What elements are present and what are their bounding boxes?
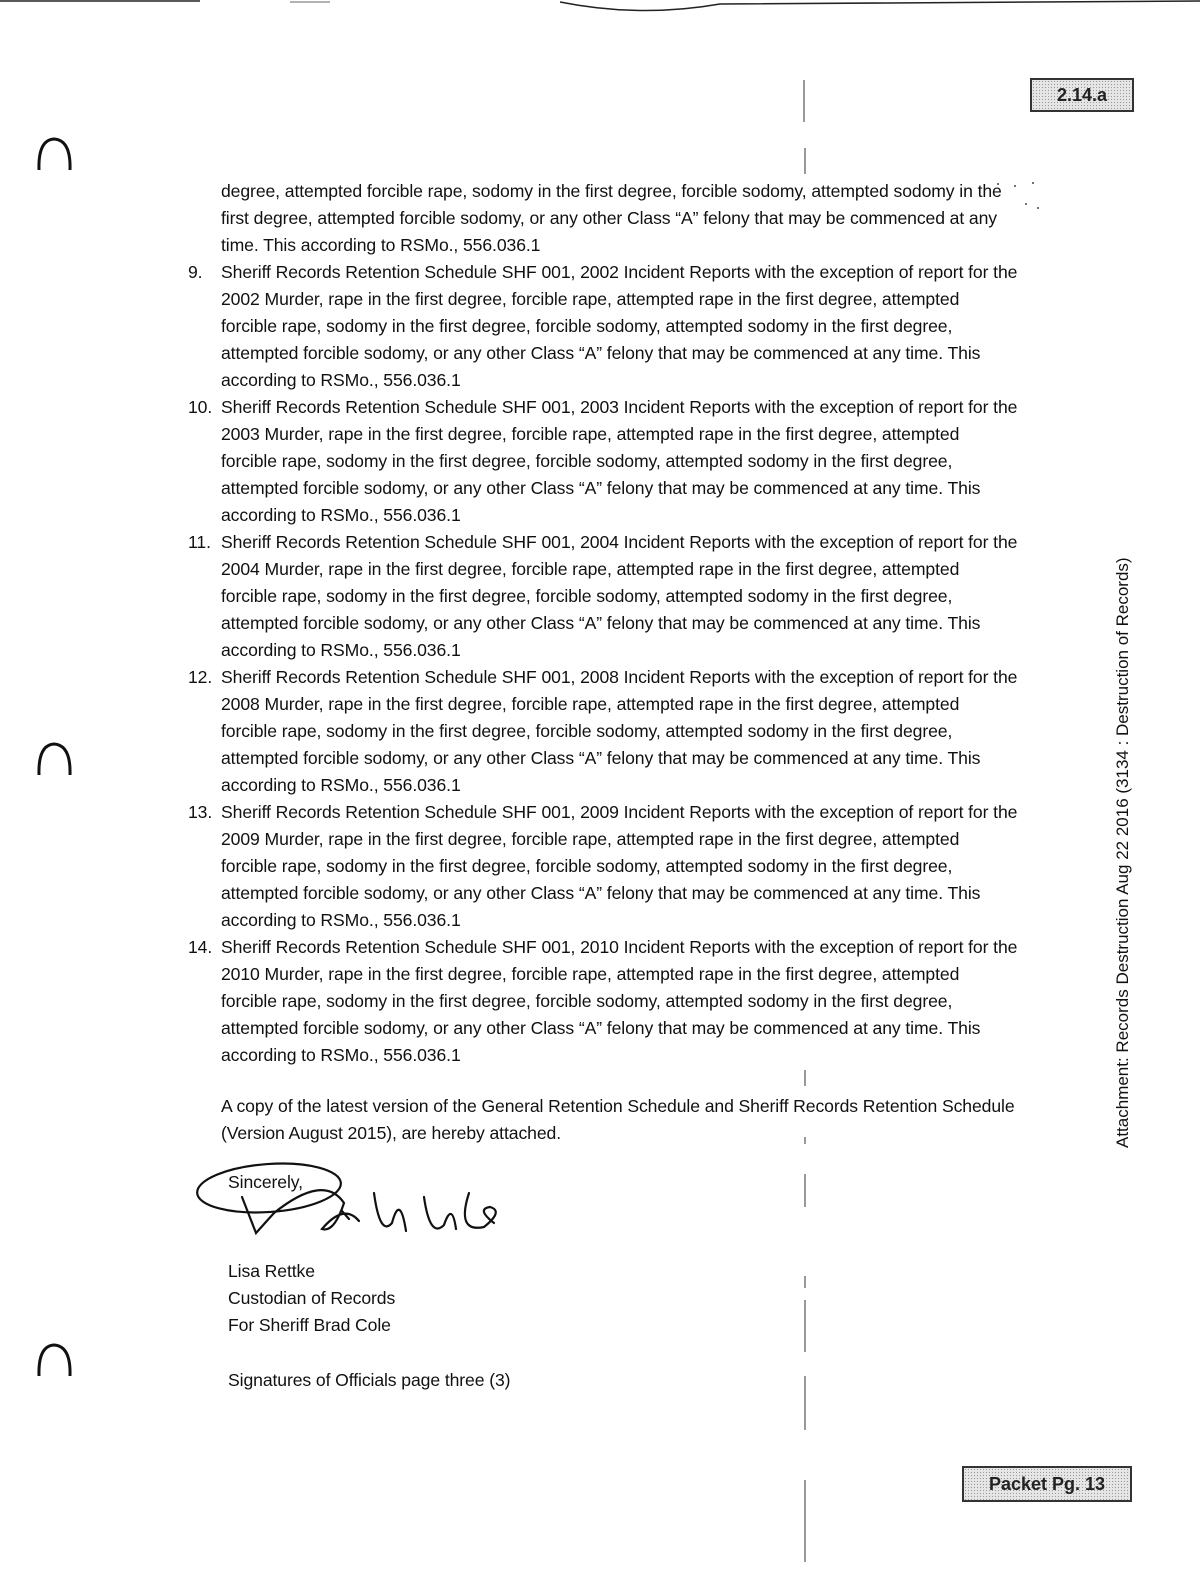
closing-paragraph: A copy of the latest version of the General Retention Schedule and Sheriff Records Retention Schedule (Version August 2015), are hereby attached.: [221, 1096, 1015, 1143]
signer-for: For Sheriff Brad Cole: [228, 1315, 391, 1335]
list-item-number: 14.: [188, 937, 213, 957]
list-item-number: 9.: [188, 262, 203, 282]
list-item: [188, 664, 1018, 799]
list-item-text: Sheriff Records Retention Schedule SHF 001, 2010 Incident Reports with the exception of report for the 2010 Murder, rape in the first degree, forcible rape, attempted rape in the first degree, attempted forcible rape, sodomy in the first degree, forcible sodomy, attempted sodomy in the first degree, attempted forcible sodomy, or any other Class “A” felony that may be commenced at any time. This according to RSMo., 556.036.1: [221, 937, 1018, 1065]
handwritten-signature: [194, 1153, 534, 1263]
punch-hole-icon: [34, 134, 74, 174]
list-item-number: 10.: [188, 397, 213, 417]
list-item-number: 12.: [188, 667, 213, 687]
packet-page-badge: Packet Pg. 13: [962, 1466, 1132, 1502]
list-item: [188, 259, 1018, 394]
punch-hole-icon: [34, 1340, 74, 1380]
list-item-text: Sheriff Records Retention Schedule SHF 001, 2008 Incident Reports with the exception of report for the 2008 Murder, rape in the first degree, forcible rape, attempted rape in the first degree, attempted forcible rape, sodomy in the first degree, forcible sodomy, attempted sodomy in the first degree, attempted forcible sodomy, or any other Class “A” felony that may be commenced at any time. This according to RSMo., 556.036.1: [221, 667, 1018, 795]
salutation: Sincerely,: [228, 1172, 303, 1192]
letter-body: [188, 178, 1018, 1394]
item-number-badge: 2.14.a: [1030, 78, 1134, 112]
top-scan-edge: [0, 0, 1200, 14]
list-item-text: Sheriff Records Retention Schedule SHF 001, 2009 Incident Reports with the exception of report for the 2009 Murder, rape in the first degree, forcible rape, attempted rape in the first degree, attempted forcible rape, sodomy in the first degree, forcible sodomy, attempted sodomy in the first degree, attempted forcible sodomy, or any other Class “A” felony that may be commenced at any time. This according to RSMo., 556.036.1: [221, 802, 1018, 930]
signer-title: Custodian of Records: [228, 1288, 396, 1308]
punch-hole-icon: [34, 739, 74, 779]
list-item: [188, 799, 1018, 934]
list-item: [188, 934, 1018, 1069]
officials-note: Signatures of Officials page three (3): [228, 1370, 511, 1390]
attachment-side-label: Attachment: Records Destruction Aug 22 2016 (3134 : Destruction of Records): [1113, 557, 1132, 1148]
list-item-number: 11.: [188, 532, 211, 552]
list-item: [188, 394, 1018, 529]
list-item-text: Sheriff Records Retention Schedule SHF 001, 2002 Incident Reports with the exception of report for the 2002 Murder, rape in the first degree, forcible rape, attempted rape in the first degree, attempted forcible rape, sodomy in the first degree, forcible sodomy, attempted sodomy in the first degree, attempted forcible sodomy, or any other Class “A” felony that may be commenced at any time. This according to RSMo., 556.036.1: [221, 262, 1018, 390]
list-item-text: Sheriff Records Retention Schedule SHF 001, 2004 Incident Reports with the exception of report for the 2004 Murder, rape in the first degree, forcible rape, attempted rape in the first degree, attempted forcible rape, sodomy in the first degree, forcible sodomy, attempted sodomy in the first degree, attempted forcible sodomy, or any other Class “A” felony that may be commenced at any time. This according to RSMo., 556.036.1: [221, 532, 1018, 660]
list-item-number: 13.: [188, 802, 213, 822]
list-item-text: Sheriff Records Retention Schedule SHF 001, 2003 Incident Reports with the exception of report for the 2003 Murder, rape in the first degree, forcible rape, attempted rape in the first degree, attempted forcible rape, sodomy in the first degree, forcible sodomy, attempted sodomy in the first degree, attempted forcible sodomy, or any other Class “A” felony that may be commenced at any time. This according to RSMo., 556.036.1: [221, 397, 1018, 525]
continued-item-text: degree, attempted forcible rape, sodomy in the first degree, forcible sodomy, attempted sodomy in the first degree, attempted forcible sodomy, or any other Class “A” felony that may be commenced at any time. This according to RSMo., 556.036.1: [221, 181, 1002, 255]
signature-block: [188, 1169, 1018, 1339]
list-item: [188, 529, 1018, 664]
signer-name: Lisa Rettke: [228, 1261, 315, 1281]
